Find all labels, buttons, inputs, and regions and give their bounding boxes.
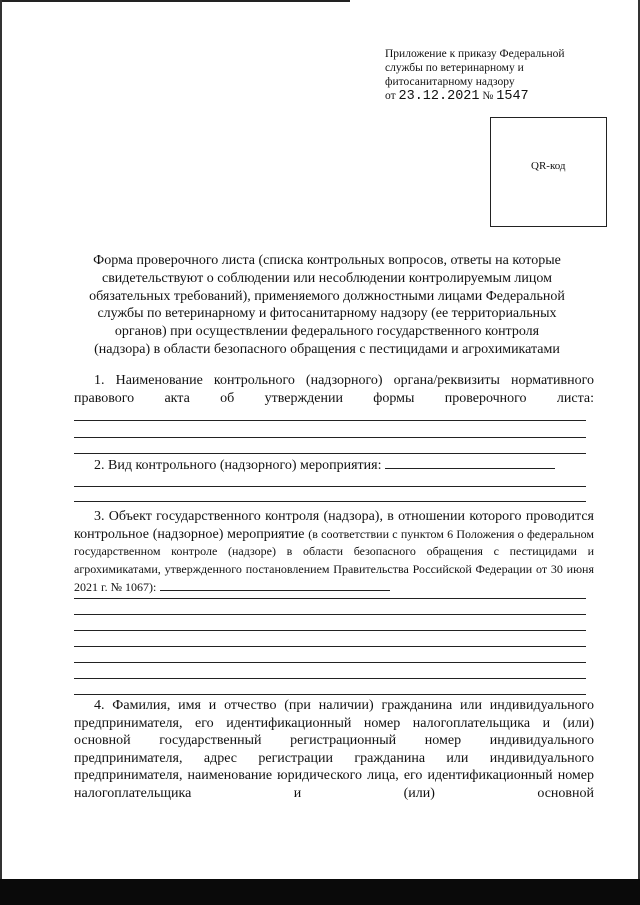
- qr-code-box: [490, 117, 607, 227]
- appendix-date-line: [385, 89, 595, 104]
- form-title: [62, 252, 592, 359]
- item-1-text: 1. Наименование контрольного (надзорного) органа/реквизиты нормативного правового акта об утверждении формы проверочного листа:: [74, 373, 594, 406]
- scan-top-edge: [0, 0, 350, 2]
- title-line: свидетельствуют о соблюдении или несоблюдении контролируемым лицом: [101, 270, 552, 286]
- fill-line: [74, 694, 586, 695]
- appendix-line-3: фитосанитарному надзору: [385, 76, 515, 88]
- scan-left-edge: [0, 0, 2, 879]
- fill-line: [74, 614, 586, 615]
- order-number: 1547: [496, 89, 529, 104]
- item-3-text: [74, 508, 594, 597]
- fill-line: [160, 578, 390, 591]
- appendix-line-2: службы по ветеринарному и: [385, 62, 524, 74]
- order-date: 23.12.2021: [398, 89, 480, 104]
- appendix-note: [385, 47, 595, 104]
- item-2-text: 2. Вид контрольного (надзорного) мероприятия:: [94, 458, 382, 473]
- fill-line: [74, 486, 586, 487]
- fill-line: [74, 453, 586, 454]
- scan-bottom-edge: [0, 879, 640, 905]
- fill-line: [74, 678, 586, 679]
- item-2-row: [74, 456, 594, 475]
- qr-code-label: QR-код: [531, 160, 566, 172]
- item-3-main: 3. Объект государственного контроля (надзора), в отношении которого проводится контрольное (надзорное) мероприятие: [74, 509, 594, 542]
- fill-line: [74, 501, 586, 502]
- fill-line: [74, 630, 586, 631]
- title-line: обязательных требований), применяемого должностными лицами Федеральной: [89, 288, 565, 304]
- title-line: службы по ветеринарному и фитосанитарному надзору (ее территориальных: [97, 306, 557, 322]
- item-3-note: (в соответствии с пунктом 6 Положения о федеральном государственном контроле (надзоре) в области безопасного обращения с пестицидами и агрохимикатами, утвержденного постановлением Правительства Российской Федерации от 30 июня 2021 г. № 1067):: [74, 526, 595, 594]
- fill-line: [74, 420, 586, 421]
- number-sign: №: [482, 90, 494, 102]
- title-line: Форма проверочного листа (списка контрольных вопросов, ответы на которые: [93, 253, 561, 268]
- fill-line: [74, 437, 586, 438]
- fill-line: [74, 662, 586, 663]
- fill-line: [74, 598, 586, 599]
- title-line: (надзора) в области безопасного обращения с пестицидами и агрохимикатами: [94, 341, 560, 357]
- fill-line: [385, 456, 555, 469]
- appendix-line-1: Приложение к приказу Федеральной: [385, 48, 565, 60]
- title-line: органов) при осуществлении федерального государственного контроля: [114, 324, 540, 340]
- fill-line: [74, 646, 586, 647]
- date-prefix: от: [385, 90, 396, 102]
- item-4-text: 4. Фамилия, имя и отчество (при наличии) гражданина или индивидуального предпринимателя, его идентификационный номер налогоплательщика и (или) основной государственный регистрационный номер индивидуального предпринимателя, адрес регистрации гражданина или индивидуального предпринимателя, наименование юридического лица, его идентификационный номер налогоплательщика и (или) основной: [74, 698, 594, 801]
